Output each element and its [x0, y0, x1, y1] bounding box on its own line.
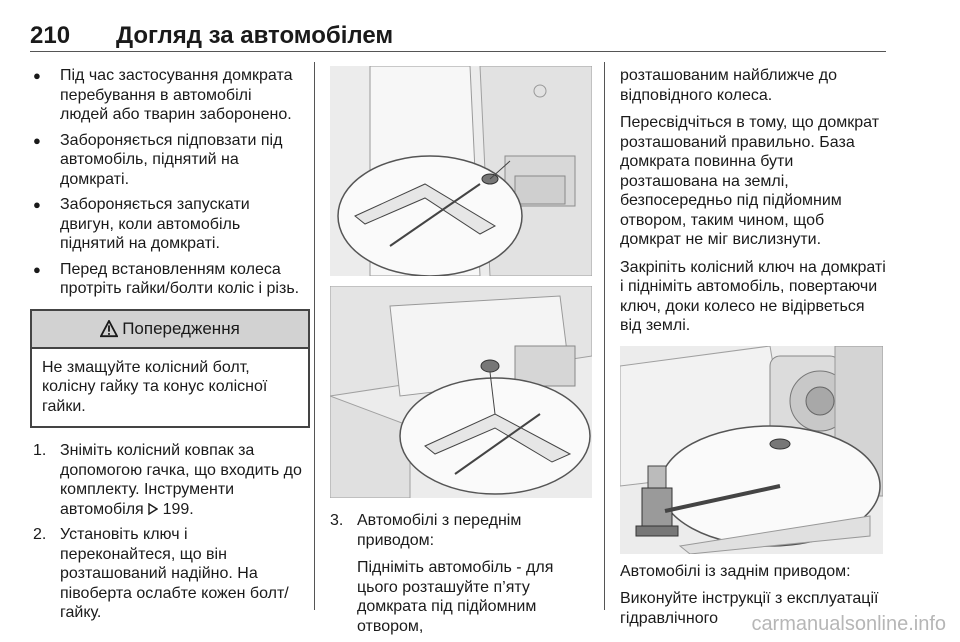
warning-box: [30, 309, 310, 429]
step-item: [33, 441, 303, 519]
page-reference-link[interactable]: 199.: [162, 500, 194, 518]
column-divider-2: [604, 62, 605, 610]
step-number: 2.: [33, 526, 47, 543]
paragraph: Пересвідчіться в тому, що домкрат розташований правильно. База домкрата повинна бути розташована на землі, безпосередньо під підйомним отвором, таким чином, щоб домкрат не міг вислизнути.: [620, 114, 880, 248]
step-number: 3.: [330, 512, 344, 529]
warning-text: Не змащуйте колісний болт, колісну гайку та конус колісної гайки.: [42, 358, 268, 415]
page-title: Догляд за автомобілем: [116, 22, 394, 49]
warning-triangle-icon: [100, 320, 118, 338]
step-number: 1.: [33, 442, 47, 459]
step-item: [33, 525, 303, 623]
step-text: Зніміть колісний ковпак за допомогою гачка, що входить до комплекту. Інструменти автомобіля: [60, 442, 302, 518]
paragraph: Закріпіть колісний ключ на домкраті і підніміть автомобіль, повертаючи ключ, доки колесо не відірветься від землі.: [620, 258, 886, 334]
jack-illustration-2: [330, 286, 592, 498]
warning-header: [32, 311, 308, 349]
paragraph: Автомобілі із заднім приводом:: [620, 562, 851, 580]
bullet-item: ● Забороняється підповзати під автомобіль, піднятий на домкраті.: [33, 131, 303, 190]
column-2: [330, 66, 592, 636]
paragraph: Підніміть автомобіль - для цього розташуйте п’яту домкрата під підйомним отвором,: [357, 559, 554, 635]
page-number: 210: [30, 22, 71, 49]
bullet-item: ● Перед встановленням колеса протріть гайки/болти коліс і різь.: [33, 260, 303, 299]
paragraph: Виконуйте інструкції з експлуатації гідравлічного: [620, 590, 879, 627]
watermark: carmanualsonline.info: [751, 613, 946, 635]
bullet-item: ● Забороняється запускати двигун, коли автомобіль піднятий на домкраті.: [33, 195, 303, 254]
step-text: Установіть ключ і переконайтеся, що він розташований надійно. На півоберта ослабте кожен болт/гайку.: [60, 526, 289, 621]
header-divider: [30, 51, 886, 52]
step-item: [330, 511, 592, 636]
column-3: [620, 66, 888, 628]
warning-title: Попередження: [122, 318, 240, 338]
paragraph: розташованим найближче до відповідного колеса.: [620, 67, 837, 104]
column-divider-1: [314, 62, 315, 610]
step-text: Автомобілі з переднім приводом:: [357, 512, 522, 549]
hydraulic-jack-illustration: [620, 346, 883, 554]
bullet-item: ● Під час застосування домкрата перебування в автомобілі людей або тварин заборонено.: [33, 66, 303, 125]
column-1: [33, 66, 303, 623]
jack-illustration-1: [330, 66, 592, 276]
reference-arrow-icon[interactable]: [148, 503, 158, 515]
